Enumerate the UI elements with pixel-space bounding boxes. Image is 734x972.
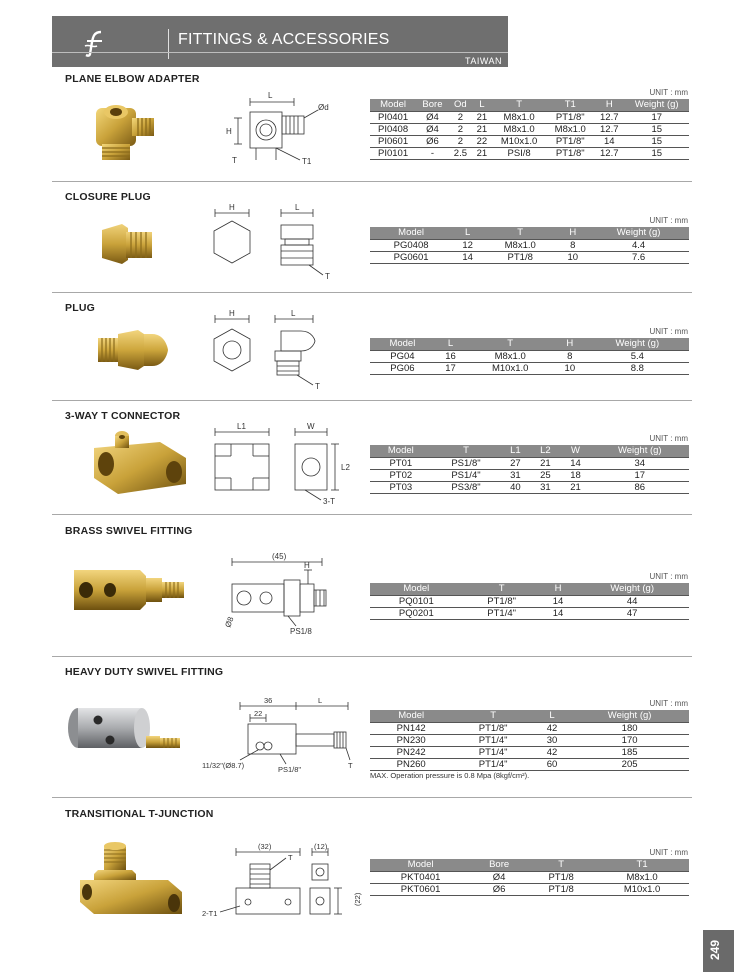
table-cell: 15 [624,124,689,136]
drawing-label-22: 22 [254,709,263,718]
table-cell: PI0601 [370,136,416,148]
column-header: Model [370,227,452,240]
drawing-label-12: (12) [314,842,328,851]
column-header: Weight (g) [570,710,689,723]
drawing-label-L: L [295,203,300,212]
drawing-label-3-T: 3-T [323,497,335,506]
table-cell: 60 [534,759,570,771]
spec-table-transitional-t-junction [370,859,689,896]
table-cell: PI0401 [370,112,416,124]
table-cell: M10x1.0 [466,363,554,375]
drawing-label-H: H [226,127,232,136]
table-cell: M8x1.0 [595,872,689,884]
pressure-note: MAX. Operation pressure is 0.8 Mpa (8kgf/cm²). [370,771,530,780]
table-cell: 34 [591,458,689,470]
table-cell: PT1/8" [546,148,594,160]
table-cell: PG06 [370,363,435,375]
column-header: T1 [546,99,594,112]
table-cell: M8x1.0 [492,112,547,124]
drawing-label-L2: L2 [341,463,350,472]
column-header: T [483,227,557,240]
drawing-label-H: H [229,203,235,212]
drawing-label-H: H [229,309,235,318]
drawing-label-11-32: 11/32"(Ø8.7) [202,761,245,770]
drawing-label-ps18: PS1/8 [290,627,312,636]
column-header: T [463,583,541,596]
table-cell: 2 [449,112,472,124]
table-cell: 14 [560,458,590,470]
section-title-heavy-duty-swivel-fitting: HEAVY DUTY SWIVEL FITTING [65,666,224,678]
table-cell: 27 [500,458,530,470]
table-cell: PG0408 [370,240,452,252]
drawing-label-22: (22) [353,892,362,906]
table-cell: PT1/4" [452,747,534,759]
column-header: W [560,445,590,458]
table-cell: Ø4 [416,124,449,136]
table-cell: 12.7 [594,148,624,160]
table-cell: 31 [500,470,530,482]
column-header: Bore [471,859,527,872]
column-header: Bore [416,99,449,112]
table-cell: PG0601 [370,252,452,264]
drawing-label-d8: Ø8 [223,615,236,629]
column-header: T [492,99,547,112]
table-cell: 10 [554,363,586,375]
section-divider [52,797,692,798]
column-header: Model [370,859,471,872]
table-cell: PT01 [370,458,432,470]
unit-label: UNIT : mm [649,327,688,336]
table-cell: 170 [570,735,689,747]
column-header: T [452,710,534,723]
table-cell: M8x1.0 [483,240,557,252]
drawing-label-ps18: PS1/8" [278,765,302,774]
section-title-plane-elbow-adapter: PLANE ELBOW ADAPTER [65,73,200,85]
table-cell: PQ0201 [370,608,463,620]
drawing-label-45: (45) [272,552,287,561]
column-header: Model [370,445,432,458]
table-cell: 15 [624,136,689,148]
unit-label: UNIT : mm [649,572,688,581]
table-cell: 21 [472,112,492,124]
table-cell: PS1/4" [432,470,501,482]
table-row [370,112,689,124]
table-cell: 12.7 [594,124,624,136]
unit-label: UNIT : mm [649,434,688,443]
table-cell: PT1/4" [452,759,534,771]
table-row [370,872,689,884]
column-header: L [472,99,492,112]
spec-table-heavy-duty-swivel-fitting [370,710,689,771]
table-cell: 8 [554,351,586,363]
spec-table-closure-plug [370,227,689,264]
table-row [370,596,689,608]
column-header: Model [370,338,435,351]
table-cell: Ø4 [416,112,449,124]
drawing-label-36: 36 [264,696,273,705]
table-cell: Ø6 [471,884,527,896]
table-cell: Ø6 [416,136,449,148]
table-cell: PI0408 [370,124,416,136]
spec-table-t-connector [370,445,689,494]
table-cell: M10x1.0 [492,136,547,148]
table-cell: - [416,148,449,160]
table-row [370,136,689,148]
drawing-label-32: (32) [258,842,272,851]
table-cell: PT1/4" [452,735,534,747]
page-number-tab [703,930,734,972]
column-header: Model [370,99,416,112]
brass-swivel-fitting-drawing [222,550,352,640]
table-cell: PT03 [370,482,432,494]
table-cell: PT1/8 [527,884,595,896]
drawing-label-T1: T1 [302,157,312,166]
table-cell: 17 [624,112,689,124]
table-row [370,482,689,494]
table-row [370,470,689,482]
table-cell: 44 [575,596,689,608]
table-cell: 40 [500,482,530,494]
table-cell: 8 [557,240,588,252]
closure-plug-drawing [205,203,345,285]
table-cell: 42 [534,747,570,759]
table-cell: PS3/8" [432,482,501,494]
drawing-label-W: W [307,422,315,431]
column-header: T1 [595,859,689,872]
table-cell: 12 [452,240,483,252]
table-cell: PT02 [370,470,432,482]
table-cell: PKT0601 [370,884,471,896]
table-row [370,759,689,771]
column-header: T [527,859,595,872]
table-cell: 16 [435,351,467,363]
table-cell: PKT0401 [370,872,471,884]
table-row [370,608,689,620]
table-cell: M8x1.0 [466,351,554,363]
section-title-brass-swivel-fitting: BRASS SWIVEL FITTING [65,525,193,537]
column-header: Model [370,583,463,596]
table-cell: 21 [472,148,492,160]
table-cell: 12.7 [594,112,624,124]
column-header: Weight (g) [624,99,689,112]
table-cell: M8x1.0 [492,124,547,136]
unit-label: UNIT : mm [649,699,688,708]
drawing-label-od: Ød [318,103,329,112]
plug-drawing [205,311,345,395]
plane-elbow-adapter-photo [88,98,166,168]
table-row [370,723,689,735]
column-header: L [435,338,467,351]
table-cell: 15 [624,148,689,160]
unit-label: UNIT : mm [649,848,688,857]
column-header: Weight (g) [575,583,689,596]
column-header: Model [370,710,452,723]
table-row [370,240,689,252]
header-stripe [52,52,508,53]
drawing-label-L: L [268,91,273,100]
table-cell: 185 [570,747,689,759]
column-header: H [557,227,588,240]
table-cell: 2 [449,124,472,136]
table-cell: 14 [452,252,483,264]
column-header: Weight (g) [591,445,689,458]
section-title-plug: PLUG [65,302,95,314]
closure-plug-photo [98,220,158,268]
table-row [370,884,689,896]
table-cell: 205 [570,759,689,771]
table-cell: PS1/8" [432,458,501,470]
table-cell: PG04 [370,351,435,363]
plug-photo [94,326,170,374]
table-cell: PT1/8 [483,252,557,264]
table-cell: 5.4 [586,351,689,363]
column-header: L [534,710,570,723]
page-title: FITTINGS & ACCESSORIES [178,31,390,48]
table-cell: 10 [557,252,588,264]
column-header: T [432,445,501,458]
brass-swivel-fitting-photo [70,560,188,616]
table-cell: 18 [560,470,590,482]
table-cell: 21 [560,482,590,494]
table-cell: PN242 [370,747,452,759]
table-cell: 21 [472,124,492,136]
drawing-label-L: L [318,696,323,705]
table-cell: PQ0101 [370,596,463,608]
table-cell: PN260 [370,759,452,771]
table-cell: 17 [435,363,467,375]
table-row [370,747,689,759]
table-cell: PT1/8" [546,136,594,148]
spec-table-brass-swivel-fitting [370,583,689,620]
heavy-duty-swivel-fitting-photo [64,700,188,770]
table-cell: 2 [449,136,472,148]
column-header: L2 [530,445,560,458]
heavy-duty-swivel-fitting-drawing [200,696,360,778]
table-row [370,351,689,363]
drawing-label-L1: L1 [237,422,246,431]
table-cell: M8x1.0 [546,124,594,136]
table-cell: 42 [534,723,570,735]
header-separator [168,29,169,59]
drawing-label-T: T [288,853,293,862]
table-cell: 17 [591,470,689,482]
table-cell: PN142 [370,723,452,735]
table-cell: PT1/8" [452,723,534,735]
table-cell: 14 [541,608,576,620]
table-cell: PT1/4" [463,608,541,620]
table-cell: M10x1.0 [595,884,689,896]
t-connector-drawing [205,420,355,510]
table-cell: 2.5 [449,148,472,160]
column-header: H [554,338,586,351]
section-title-transitional-t-junction: TRANSITIONAL T-JUNCTION [65,808,214,820]
table-cell: 86 [591,482,689,494]
table-cell: PSI/8 [492,148,547,160]
country-label: TAIWAN [465,56,502,66]
column-header: H [541,583,576,596]
drawing-label-T: T [325,272,330,281]
column-header: L [452,227,483,240]
table-cell: PN230 [370,735,452,747]
table-cell: PT1/8 [527,872,595,884]
drawing-label-H: H [304,561,310,570]
table-cell: 21 [530,458,560,470]
table-row [370,363,689,375]
table-cell: 8.8 [586,363,689,375]
table-cell: 30 [534,735,570,747]
transitional-t-junction-photo [74,840,186,920]
drawing-label-T: T [348,761,353,770]
table-cell: 47 [575,608,689,620]
table-row [370,458,689,470]
column-header: T [466,338,554,351]
column-header: L1 [500,445,530,458]
unit-label: UNIT : mm [649,88,688,97]
header-banner [52,16,508,67]
drawing-label-L: L [291,309,296,318]
plane-elbow-adapter-drawing [222,88,362,168]
table-row [370,735,689,747]
table-cell: Ø4 [471,872,527,884]
column-header: Weight (g) [588,227,689,240]
drawing-label-T: T [315,382,320,391]
table-row [370,148,689,160]
page-number: 249 [708,939,722,960]
section-divider [52,181,692,182]
table-cell: PT1/8" [463,596,541,608]
table-cell: 31 [530,482,560,494]
table-cell: 25 [530,470,560,482]
drawing-label-2-T1: 2-T1 [202,909,218,918]
table-row [370,124,689,136]
section-title-3-way-t-connector: 3-WAY T CONNECTOR [65,410,181,422]
column-header: Weight (g) [586,338,689,351]
drawing-label-T: T [232,156,237,165]
spec-table-plane-elbow-adapter [370,99,689,160]
table-cell: 14 [594,136,624,148]
table-cell: 7.6 [588,252,689,264]
table-row [370,252,689,264]
table-cell: PI0101 [370,148,416,160]
table-cell: 14 [541,596,576,608]
table-cell: 180 [570,723,689,735]
spec-table-plug [370,338,689,375]
table-cell: PT1/8" [546,112,594,124]
section-divider [52,292,692,293]
section-divider [52,514,692,515]
column-header: H [594,99,624,112]
t-connector-photo [88,428,192,500]
section-divider [52,656,692,657]
transitional-t-junction-drawing [200,840,360,924]
table-cell: 4.4 [588,240,689,252]
unit-label: UNIT : mm [649,216,688,225]
column-header: Od [449,99,472,112]
table-cell: 22 [472,136,492,148]
section-title-closure-plug: CLOSURE PLUG [65,191,151,203]
section-divider [52,400,692,401]
